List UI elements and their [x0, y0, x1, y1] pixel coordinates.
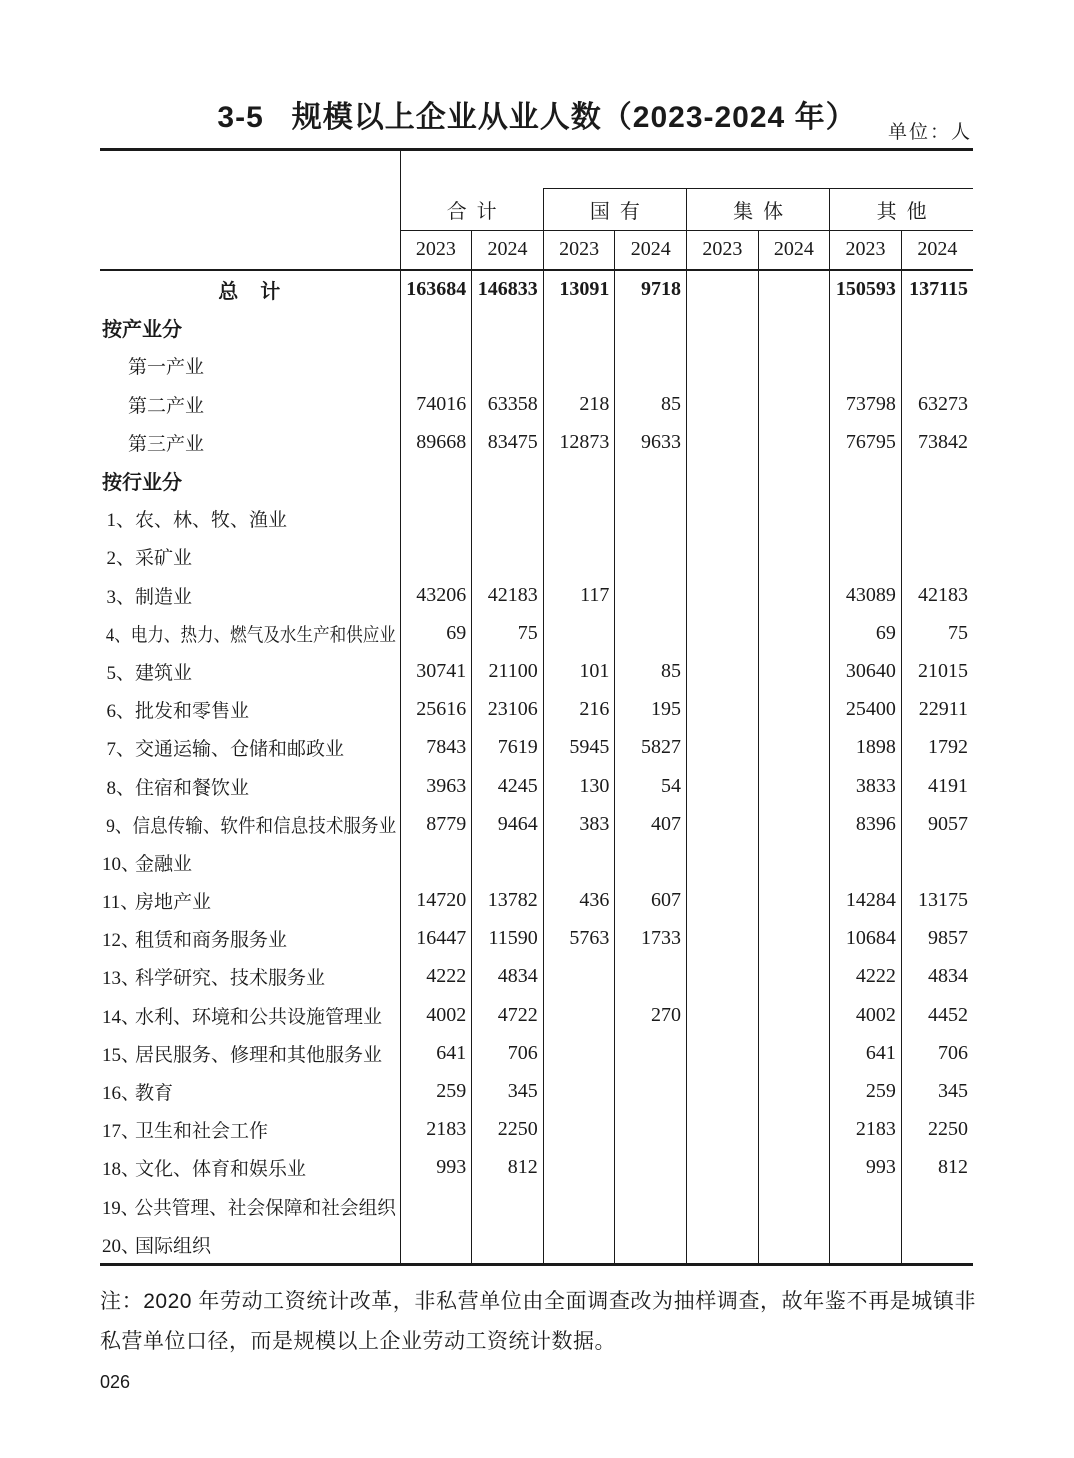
table-row: [100, 920, 973, 958]
value-cell: 25400: [830, 691, 902, 729]
value-cell: [758, 805, 830, 843]
value-cell: [687, 461, 759, 499]
value-cell: [615, 1034, 687, 1072]
value-cell: [687, 767, 759, 805]
value-cell: [400, 461, 472, 499]
value-cell: 3963: [400, 767, 472, 805]
row-label: 15、居民服务、修理和其他服务业: [100, 1034, 400, 1072]
value-cell: 407: [615, 805, 687, 843]
value-cell: [901, 347, 973, 385]
table-row: [100, 576, 973, 614]
value-cell: 2183: [400, 1111, 472, 1149]
row-label: 1、农、林、牧、渔业: [100, 500, 400, 538]
value-cell: [615, 461, 687, 499]
value-cell: [543, 958, 615, 996]
value-cell: 23106: [472, 691, 544, 729]
value-cell: [758, 385, 830, 423]
value-cell: [472, 538, 544, 576]
value-cell: 9718: [615, 270, 687, 309]
value-cell: 130: [543, 767, 615, 805]
value-cell: 10684: [830, 920, 902, 958]
value-cell: [472, 500, 544, 538]
value-cell: [830, 347, 902, 385]
value-cell: [758, 347, 830, 385]
stub-header-cell: [100, 150, 400, 270]
value-cell: [901, 309, 973, 347]
value-cell: [543, 1149, 615, 1187]
value-cell: [830, 461, 902, 499]
value-cell: [758, 1149, 830, 1187]
value-cell: [758, 691, 830, 729]
value-cell: [400, 347, 472, 385]
value-cell: [758, 423, 830, 461]
value-cell: [758, 729, 830, 767]
value-cell: 117: [543, 576, 615, 614]
table-body: [100, 270, 973, 1265]
table-row: [100, 729, 973, 767]
row-label: 2、采矿业: [100, 538, 400, 576]
value-cell: [758, 1111, 830, 1149]
value-cell: [687, 538, 759, 576]
value-cell: 75: [901, 614, 973, 652]
table-row: [100, 882, 973, 920]
value-cell: 2183: [830, 1111, 902, 1149]
footnote: 注：2020 年劳动工资统计改革，非私营单位由全面调查改为抽样调查，故年鉴不再是城镇非私营单位口径，而是规模以上企业劳动工资统计数据。: [100, 1290, 976, 1353]
value-cell: 75: [472, 614, 544, 652]
row-label: 第二产业: [100, 385, 400, 423]
value-cell: [830, 843, 902, 881]
value-cell: [472, 347, 544, 385]
column-group-header: 其他: [830, 189, 973, 231]
table-row: [100, 652, 973, 690]
value-cell: 13782: [472, 882, 544, 920]
value-cell: [687, 614, 759, 652]
value-cell: 4722: [472, 996, 544, 1034]
table-row: [100, 347, 973, 385]
value-cell: 69: [830, 614, 902, 652]
value-cell: [687, 1034, 759, 1072]
value-cell: 63273: [901, 385, 973, 423]
value-cell: [758, 538, 830, 576]
value-cell: 30741: [400, 652, 472, 690]
value-cell: 30640: [830, 652, 902, 690]
value-cell: [830, 538, 902, 576]
value-cell: [758, 1072, 830, 1110]
value-cell: [901, 1187, 973, 1225]
row-label: 3、制造业: [100, 576, 400, 614]
table-row: [100, 614, 973, 652]
row-label: 第三产业: [100, 423, 400, 461]
value-cell: [758, 996, 830, 1034]
value-cell: [615, 538, 687, 576]
value-cell: [687, 500, 759, 538]
value-cell: [687, 423, 759, 461]
value-cell: 345: [472, 1072, 544, 1110]
value-cell: [830, 309, 902, 347]
table-row: [100, 461, 973, 499]
header-spacer-row: [100, 150, 973, 189]
value-cell: 13175: [901, 882, 973, 920]
value-cell: 21015: [901, 652, 973, 690]
value-cell: [543, 1225, 615, 1265]
year-header-cell: 2023: [830, 231, 902, 270]
value-cell: 85: [615, 652, 687, 690]
row-label: 9、信息传输、软件和信息技术服务业: [100, 805, 400, 843]
table-row: [100, 270, 973, 309]
value-cell: [687, 729, 759, 767]
value-cell: 270: [615, 996, 687, 1034]
year-header-cell: 2023: [543, 231, 615, 270]
table-row: [100, 1034, 973, 1072]
row-label: 按产业分: [100, 309, 400, 347]
value-cell: 9464: [472, 805, 544, 843]
value-cell: [400, 1187, 472, 1225]
table-title-text: 规模以上企业从业人数（2023-2024 年）: [291, 101, 857, 134]
row-label: 第一产业: [100, 347, 400, 385]
value-cell: 146833: [472, 270, 544, 309]
value-cell: [758, 920, 830, 958]
value-cell: 1792: [901, 729, 973, 767]
value-cell: 25616: [400, 691, 472, 729]
value-cell: 706: [472, 1034, 544, 1072]
value-cell: [543, 614, 615, 652]
row-label: 6、批发和零售业: [100, 691, 400, 729]
value-cell: 436: [543, 882, 615, 920]
value-cell: 14284: [830, 882, 902, 920]
value-cell: 73842: [901, 423, 973, 461]
value-cell: [687, 1187, 759, 1225]
value-cell: 641: [830, 1034, 902, 1072]
row-label: 17、卫生和社会工作: [100, 1111, 400, 1149]
value-cell: 63358: [472, 385, 544, 423]
value-cell: 4191: [901, 767, 973, 805]
year-header-cell: 2024: [901, 231, 973, 270]
value-cell: 14720: [400, 882, 472, 920]
value-cell: 74016: [400, 385, 472, 423]
column-group-header: 集体: [687, 189, 830, 231]
value-cell: 89668: [400, 423, 472, 461]
value-cell: [758, 767, 830, 805]
value-cell: [687, 1225, 759, 1265]
value-cell: 9857: [901, 920, 973, 958]
value-cell: [687, 1149, 759, 1187]
row-label: 13、科学研究、技术服务业: [100, 958, 400, 996]
value-cell: 4222: [400, 958, 472, 996]
row-label: 18、文化、体育和娱乐业: [100, 1149, 400, 1187]
table-row: [100, 1187, 973, 1225]
value-cell: 9057: [901, 805, 973, 843]
value-cell: 4452: [901, 996, 973, 1034]
value-cell: 5763: [543, 920, 615, 958]
row-label: 按行业分: [100, 461, 400, 499]
row-label: 10、金融业: [100, 843, 400, 881]
value-cell: [543, 500, 615, 538]
value-cell: 16447: [400, 920, 472, 958]
value-cell: [543, 538, 615, 576]
value-cell: 1733: [615, 920, 687, 958]
value-cell: [901, 1225, 973, 1265]
value-cell: 85: [615, 385, 687, 423]
value-cell: 218: [543, 385, 615, 423]
value-cell: 259: [400, 1072, 472, 1110]
value-cell: [615, 1187, 687, 1225]
value-cell: 993: [830, 1149, 902, 1187]
value-cell: [687, 576, 759, 614]
table-row: [100, 843, 973, 881]
value-cell: 163684: [400, 270, 472, 309]
value-cell: [687, 270, 759, 309]
value-cell: 137115: [901, 270, 973, 309]
value-cell: [543, 461, 615, 499]
value-cell: 13091: [543, 270, 615, 309]
value-cell: [472, 1187, 544, 1225]
value-cell: [687, 1072, 759, 1110]
value-cell: [758, 1187, 830, 1225]
row-label: 8、住宿和餐饮业: [100, 767, 400, 805]
value-cell: [901, 500, 973, 538]
spacer-cell-right: [543, 150, 973, 189]
table-row: [100, 958, 973, 996]
value-cell: 1898: [830, 729, 902, 767]
value-cell: 5945: [543, 729, 615, 767]
value-cell: [472, 309, 544, 347]
year-header-cell: 2023: [687, 231, 759, 270]
value-cell: 4002: [830, 996, 902, 1034]
value-cell: [758, 958, 830, 996]
value-cell: [687, 1111, 759, 1149]
row-label: 19、公共管理、社会保障和社会组织: [100, 1187, 400, 1225]
value-cell: 993: [400, 1149, 472, 1187]
table-row: [100, 385, 973, 423]
value-cell: 3833: [830, 767, 902, 805]
row-label: 总 计: [100, 270, 400, 309]
table-row: [100, 805, 973, 843]
value-cell: 259: [830, 1072, 902, 1110]
value-cell: [615, 1111, 687, 1149]
value-cell: [687, 347, 759, 385]
value-cell: [901, 538, 973, 576]
value-cell: 4002: [400, 996, 472, 1034]
value-cell: [758, 500, 830, 538]
value-cell: 11590: [472, 920, 544, 958]
value-cell: 2250: [472, 1111, 544, 1149]
value-cell: 8779: [400, 805, 472, 843]
value-cell: 42183: [901, 576, 973, 614]
value-cell: [687, 920, 759, 958]
value-cell: 812: [901, 1149, 973, 1187]
table-row: [100, 691, 973, 729]
value-cell: [758, 652, 830, 690]
value-cell: [901, 461, 973, 499]
value-cell: [400, 309, 472, 347]
table-header: [100, 150, 973, 270]
value-cell: [830, 1187, 902, 1225]
value-cell: [687, 691, 759, 729]
value-cell: 83475: [472, 423, 544, 461]
value-cell: 9633: [615, 423, 687, 461]
value-cell: [543, 843, 615, 881]
value-cell: 607: [615, 882, 687, 920]
value-cell: [758, 309, 830, 347]
value-cell: 101: [543, 652, 615, 690]
value-cell: [687, 843, 759, 881]
value-cell: [758, 882, 830, 920]
value-cell: 8396: [830, 805, 902, 843]
value-cell: 812: [472, 1149, 544, 1187]
row-label: 12、租赁和商务服务业: [100, 920, 400, 958]
spacer-cell-left: [400, 150, 543, 189]
year-header-cell: 2023: [400, 231, 472, 270]
table-row: [100, 1225, 973, 1265]
value-cell: [400, 538, 472, 576]
value-cell: [543, 1111, 615, 1149]
value-cell: [830, 500, 902, 538]
table-row: [100, 1149, 973, 1187]
value-cell: [543, 347, 615, 385]
value-cell: 42183: [472, 576, 544, 614]
value-cell: [615, 1225, 687, 1265]
value-cell: [687, 958, 759, 996]
value-cell: [472, 843, 544, 881]
row-label: 11、房地产业: [100, 882, 400, 920]
value-cell: [543, 1187, 615, 1225]
year-header-cell: 2024: [472, 231, 544, 270]
value-cell: [830, 1225, 902, 1265]
value-cell: [687, 309, 759, 347]
value-cell: [615, 1149, 687, 1187]
value-cell: [400, 500, 472, 538]
page-number: 026: [100, 1372, 131, 1392]
value-cell: 4834: [472, 958, 544, 996]
value-cell: [758, 614, 830, 652]
value-cell: 76795: [830, 423, 902, 461]
table-row: [100, 996, 973, 1034]
value-cell: [758, 270, 830, 309]
column-group-header: 国有: [543, 189, 686, 231]
value-cell: [687, 805, 759, 843]
row-label: 16、教育: [100, 1072, 400, 1110]
value-cell: [687, 652, 759, 690]
value-cell: 22911: [901, 691, 973, 729]
value-cell: [472, 461, 544, 499]
value-cell: 4222: [830, 958, 902, 996]
value-cell: [543, 1034, 615, 1072]
year-header-cell: 2024: [615, 231, 687, 270]
value-cell: [615, 347, 687, 385]
column-group-header: 合计: [400, 189, 543, 231]
value-cell: [758, 843, 830, 881]
value-cell: [472, 1225, 544, 1265]
table-row: [100, 767, 973, 805]
value-cell: [400, 1225, 472, 1265]
value-cell: [615, 309, 687, 347]
value-cell: [687, 385, 759, 423]
value-cell: 69: [400, 614, 472, 652]
value-cell: 150593: [830, 270, 902, 309]
value-cell: [615, 843, 687, 881]
value-cell: [758, 576, 830, 614]
unit-label: 单位：人: [888, 122, 973, 143]
row-label: 7、交通运输、仓储和邮政业: [100, 729, 400, 767]
table-row: [100, 1111, 973, 1149]
value-cell: [543, 996, 615, 1034]
value-cell: 216: [543, 691, 615, 729]
table-number: 3-5: [217, 101, 264, 134]
value-cell: [400, 843, 472, 881]
value-cell: [615, 576, 687, 614]
value-cell: 7619: [472, 729, 544, 767]
table-row: [100, 538, 973, 576]
value-cell: 345: [901, 1072, 973, 1110]
value-cell: [615, 1072, 687, 1110]
value-cell: [543, 309, 615, 347]
value-cell: [687, 882, 759, 920]
table-row: [100, 309, 973, 347]
year-header-cell: 2024: [758, 231, 830, 270]
value-cell: [615, 500, 687, 538]
value-cell: 54: [615, 767, 687, 805]
value-cell: [687, 996, 759, 1034]
row-label: 20、国际组织: [100, 1225, 400, 1265]
row-label: 4、电力、热力、燃气及水生产和供应业: [100, 614, 400, 652]
value-cell: 5827: [615, 729, 687, 767]
value-cell: [758, 1034, 830, 1072]
value-cell: [543, 1072, 615, 1110]
value-cell: 43206: [400, 576, 472, 614]
value-cell: 641: [400, 1034, 472, 1072]
value-cell: 43089: [830, 576, 902, 614]
value-cell: 7843: [400, 729, 472, 767]
value-cell: [758, 461, 830, 499]
value-cell: 12873: [543, 423, 615, 461]
value-cell: 195: [615, 691, 687, 729]
value-cell: 4834: [901, 958, 973, 996]
value-cell: [901, 843, 973, 881]
statistics-table: [100, 148, 973, 1266]
row-label: 5、建筑业: [100, 652, 400, 690]
value-cell: [615, 614, 687, 652]
table-row: [100, 423, 973, 461]
value-cell: 21100: [472, 652, 544, 690]
table-row: [100, 500, 973, 538]
value-cell: [615, 958, 687, 996]
value-cell: [758, 1225, 830, 1265]
value-cell: 4245: [472, 767, 544, 805]
table-row: [100, 1072, 973, 1110]
value-cell: 706: [901, 1034, 973, 1072]
value-cell: 383: [543, 805, 615, 843]
row-label: 14、水利、环境和公共设施管理业: [100, 996, 400, 1034]
value-cell: 73798: [830, 385, 902, 423]
value-cell: 2250: [901, 1111, 973, 1149]
